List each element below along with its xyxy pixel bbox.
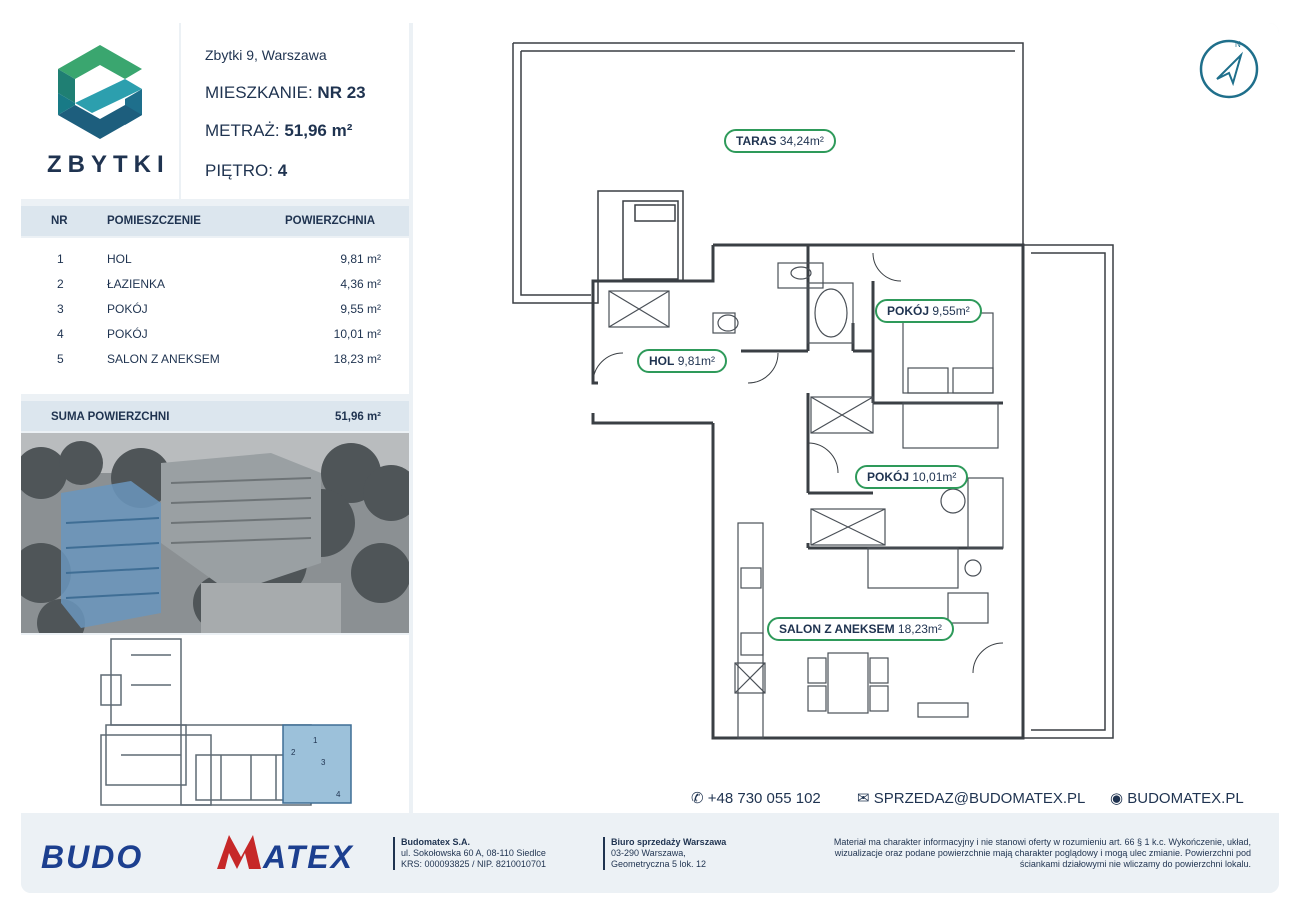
table-row: 5 SALON Z ANEKSEM 18,23 m² <box>57 352 381 366</box>
table-row: 3 POKÓJ 9,55 m² <box>57 302 381 316</box>
rooms-table-header <box>21 206 409 236</box>
label-taras: TARAS 34,24m² <box>724 129 836 153</box>
website-contact[interactable]: ◉ BUDOMATEX.PL <box>1110 790 1244 807</box>
table-row: 1 HOL 9,81 m² <box>57 252 381 266</box>
label-pokoj-2: POKÓJ 10,01m² <box>855 465 968 489</box>
zbytki-logo <box>21 23 179 199</box>
col-room: POMIESZCZENIE <box>107 215 201 227</box>
mini-plan-number: 4 <box>336 790 341 799</box>
mini-plan-number: 3 <box>321 758 326 767</box>
floor-plan-panel <box>413 23 1279 813</box>
label-salon: SALON Z ANEKSEM 18,23m² <box>767 617 954 641</box>
budomatex-logo: BUDO ATEX <box>39 829 369 879</box>
apartment-floor: PIĘTRO: 4 <box>205 161 288 180</box>
brand-name: ZBYTKI <box>47 151 170 178</box>
compass-icon <box>1201 40 1257 97</box>
floor-plan-drawing <box>413 23 1279 813</box>
address: Zbytki 9, Warszawa <box>205 47 327 63</box>
label-pokoj-1: POKÓJ 9,55m² <box>875 299 982 323</box>
apartment-info <box>181 23 409 199</box>
rooms-table <box>21 238 409 394</box>
office-info: Biuro sprzedaży Warszawa 03-290 Warszawa, Geometryczna 5 lok. 12 <box>603 837 726 870</box>
table-row: 2 ŁAZIENKA 4,36 m² <box>57 277 381 291</box>
svg-text:N: N <box>1235 40 1241 49</box>
left-panel <box>21 23 411 813</box>
company-info: Budomatex S.A. ul. Sokołowska 60 A, 08-110 Siedlce KRS: 000093825 / NIP. 8210010701 <box>393 837 546 870</box>
label-hol: HOL 9,81m² <box>637 349 727 373</box>
building-floor-plan <box>21 635 409 813</box>
col-area: POWIERZCHNIA <box>285 215 376 227</box>
total-value: 51,96 m² <box>334 411 381 423</box>
phone-contact[interactable]: ✆ +48 730 055 102 <box>691 790 821 807</box>
col-nr: NR <box>51 215 68 227</box>
building-visualization <box>21 433 409 633</box>
apartment-area: METRAŻ: 51,96 m² <box>205 121 353 140</box>
disclaimer: Materiał ma charakter informacyjny i nie stanowi oferty w rozumieniu art. 66 § 1 k.c. Wykończenie, układ, wizualizacje oraz podane powierzchnie mają charakter poglądowy i mogą ulec zmianie. Powierzchni pod ściankami działowymi nie wliczamy do powierzchni lokalu. <box>833 837 1251 869</box>
email-contact[interactable]: ✉ SPRZEDAZ@BUDOMATEX.PL <box>857 790 1086 807</box>
phone-icon: ✆ <box>691 790 704 807</box>
total-area-row <box>21 401 409 431</box>
table-row: 4 POKÓJ 10,01 m² <box>57 327 381 341</box>
globe-icon: ◉ <box>1110 790 1124 807</box>
footer <box>21 815 1279 893</box>
mail-icon: ✉ <box>857 790 870 807</box>
mini-plan-number: 1 <box>313 736 318 745</box>
total-label: SUMA POWIERZCHNI <box>51 411 170 423</box>
mini-plan-number: 2 <box>291 748 296 757</box>
apartment-number: MIESZKANIE: NR 23 <box>205 83 366 102</box>
